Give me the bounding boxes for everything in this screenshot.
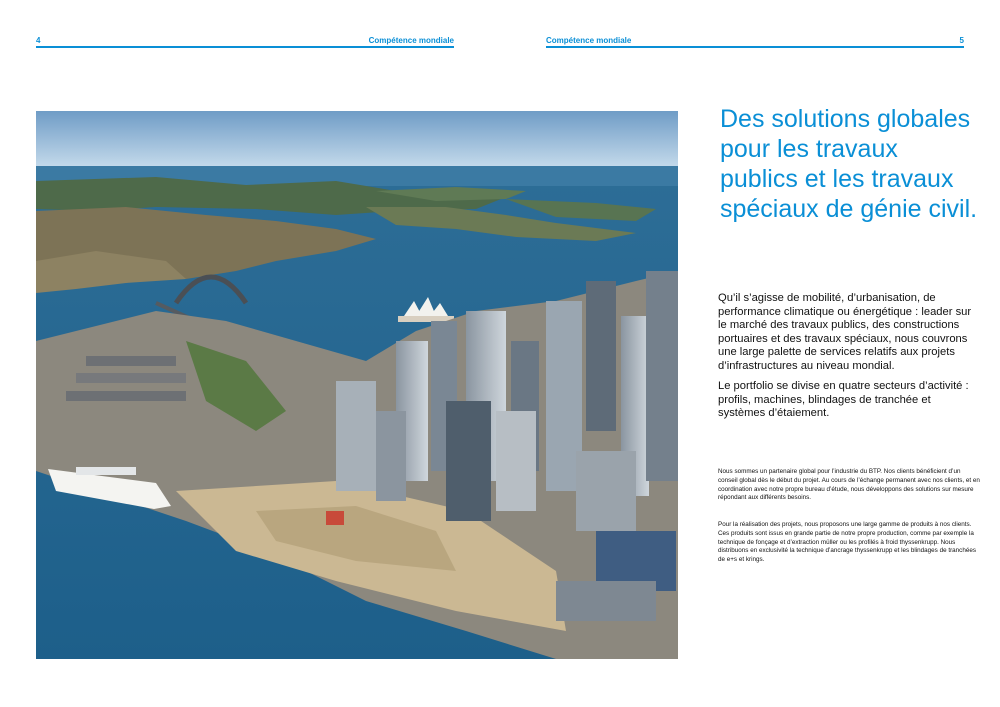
lead-paragraph-1: Qu’il s’agisse de mobilité, d’urbanisation, de performance climatique ou énergétique : leader sur le marché des travaux publics, des constructions portuaires et des travaux spéciaux, nous couvrons une large palette de services relatifs aux projets d’infrastructures au niveau mondial.	[718, 292, 972, 372]
left-header-rule	[36, 46, 454, 48]
aerial-city-harbour-photo	[36, 111, 678, 659]
left-page-number: 4	[36, 36, 41, 45]
lead-paragraph-2: Le portfolio se divise en quatre secteurs d’activité : profils, machines, blindages de tranchée et systèmes d’étaiement.	[718, 380, 969, 420]
left-running-title: Compétence mondiale	[368, 36, 454, 45]
right-page-number: 5	[959, 36, 964, 45]
body-paragraph-1: Nous sommes un partenaire global pour l’industrie du BTP. Nos clients bénéficient d’un conseil global dès le début du projet. Au cours de l’échange permanent avec nos clients, et en coordination avec notre propre bureau d’étude, nous développons des solutions sur mesure répondant aux différents besoins.	[718, 468, 980, 502]
headline: Des solutions globales pour les travaux publics et les travaux spéciaux de génie civil.	[720, 105, 978, 223]
body-paragraph-2: Pour la réalisation des projets, nous proposons une large gamme de produits à nos clients. Ces produits sont issus en grande partie de notre propre production, comme par exemple la technique de fonçage et d’extraction müller ou les profilés à froid thyssenkrupp. Nous distribuons en exclusivité la technique d’ancrage thyssenkrupp et les blindages de tranchées de e+s et krings.	[718, 521, 976, 564]
right-header-rule	[546, 46, 964, 48]
right-running-title: Compétence mondiale	[546, 36, 632, 45]
